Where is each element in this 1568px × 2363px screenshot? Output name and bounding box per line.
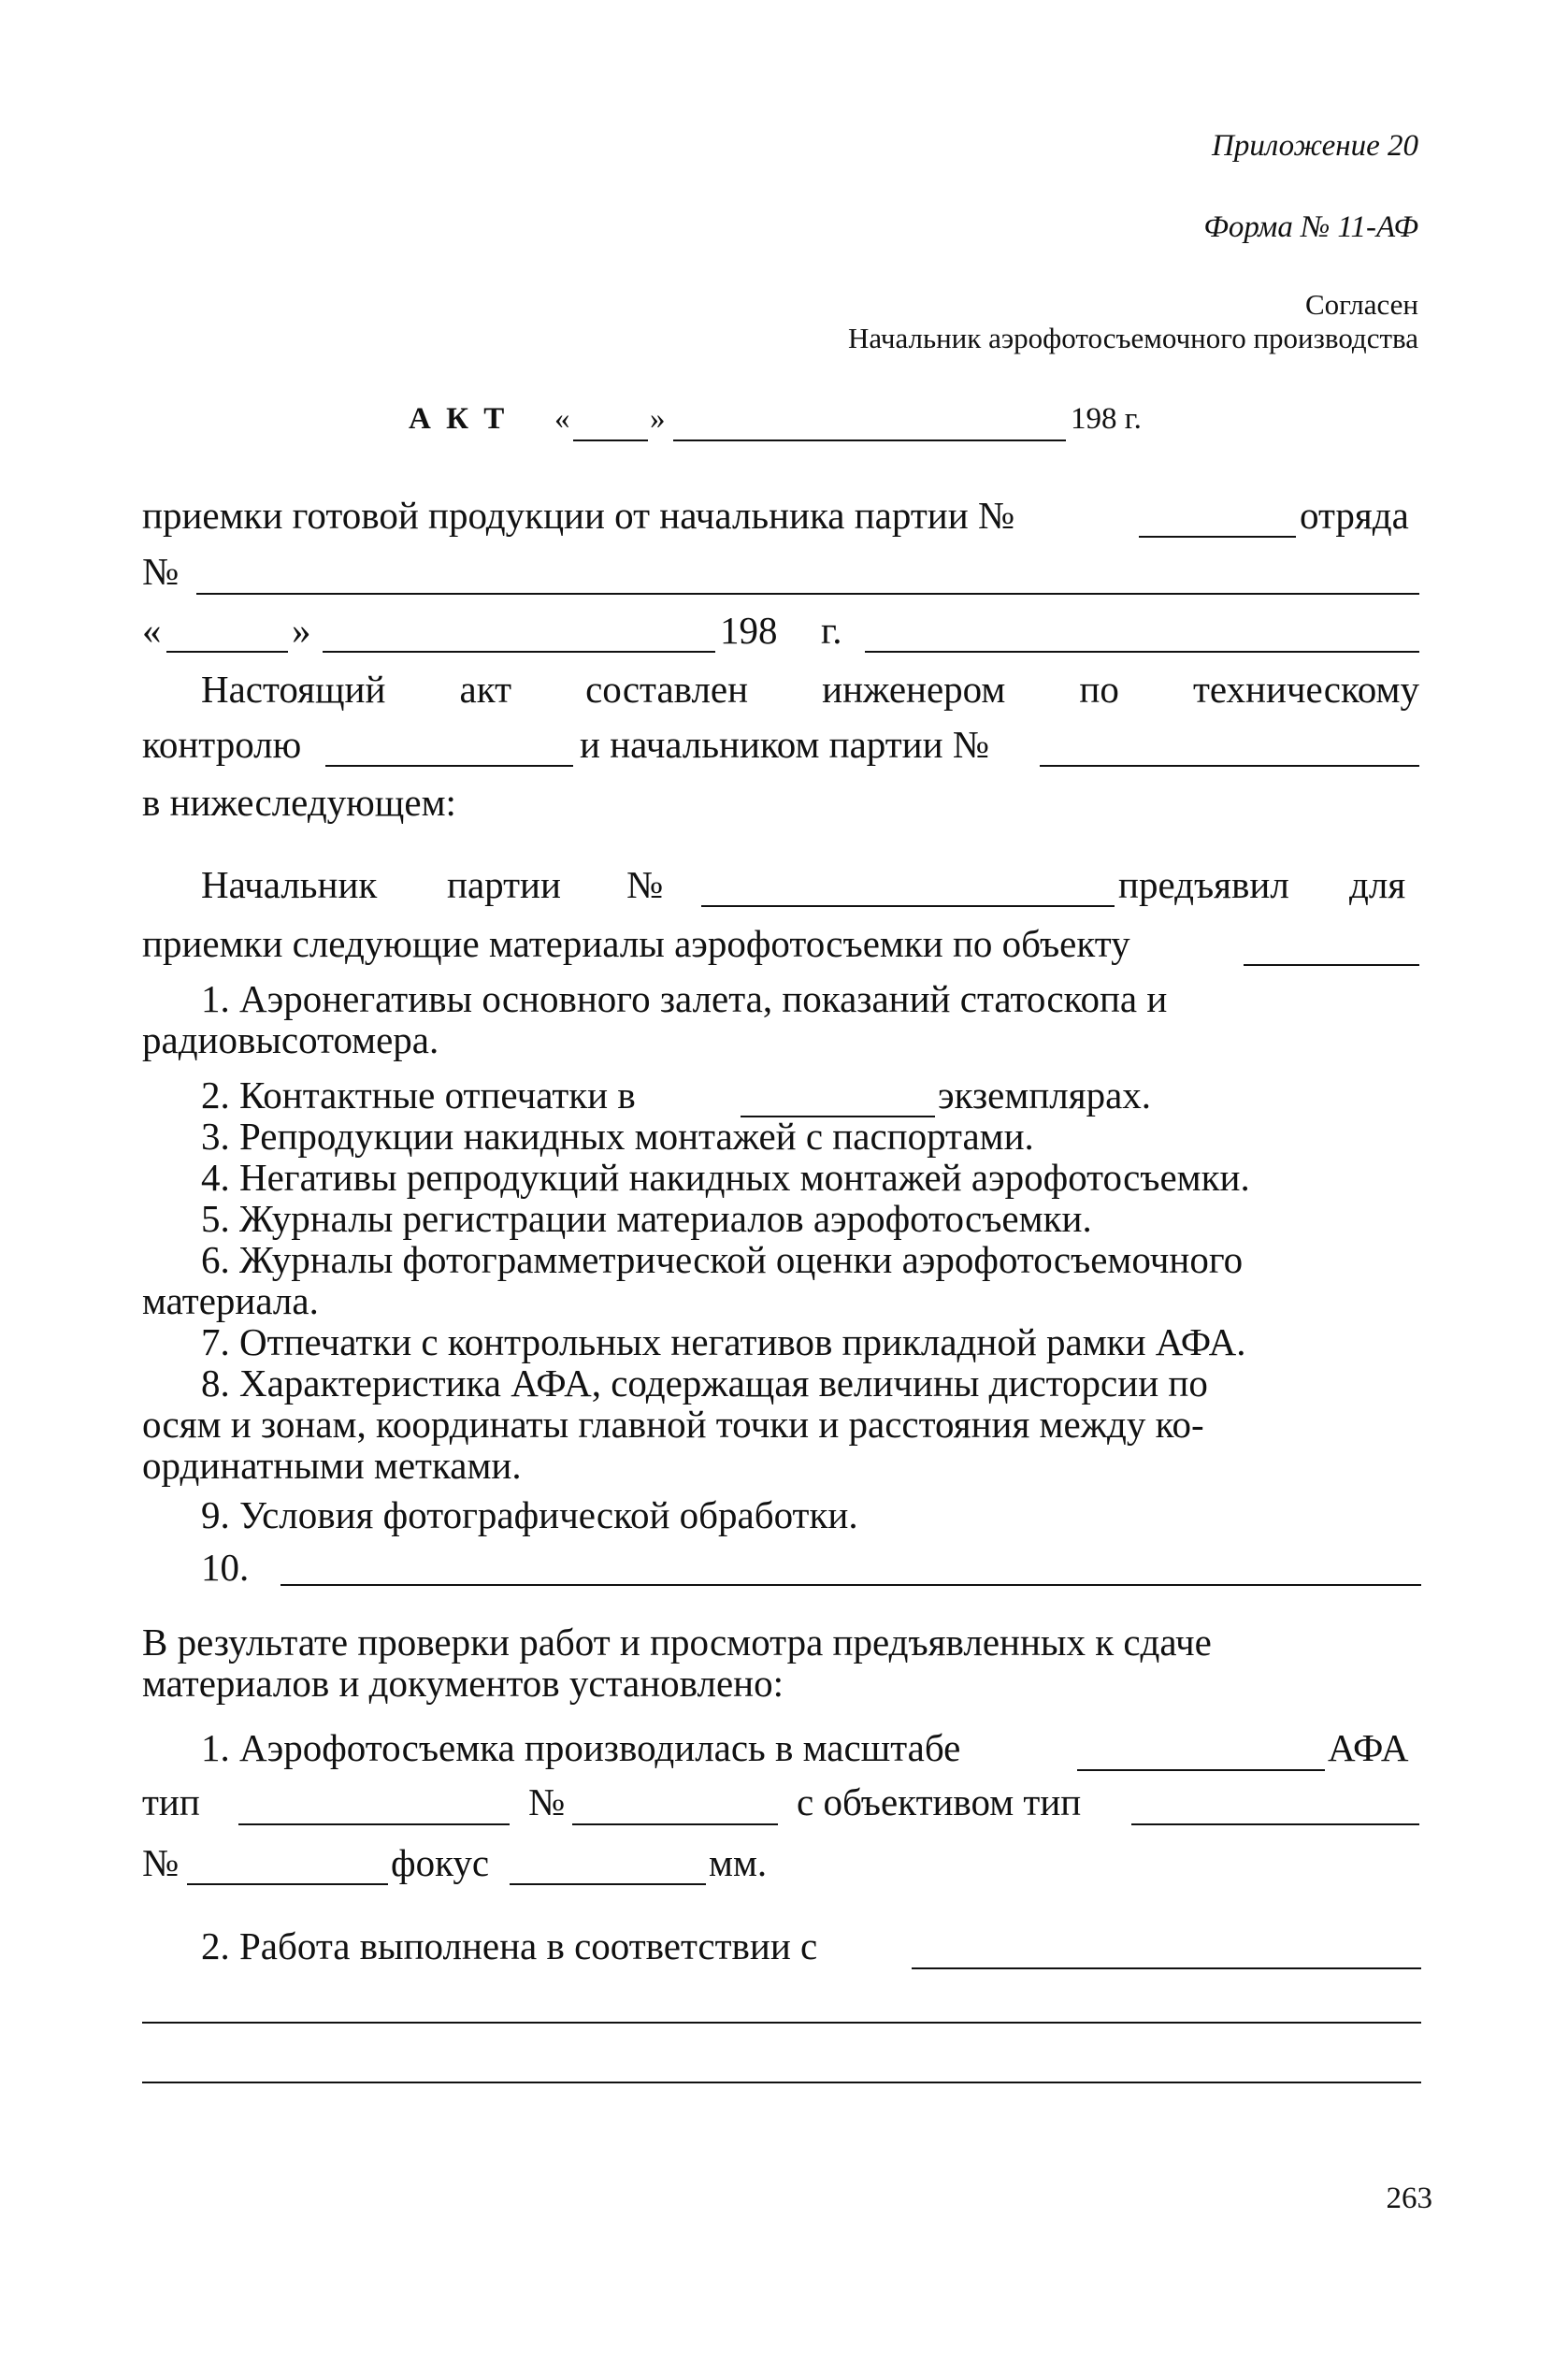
act-month-blank[interactable] (673, 439, 1066, 441)
camera-type-blank[interactable] (238, 1823, 510, 1825)
presented-w3: № (626, 863, 664, 906)
item10-blank[interactable] (281, 1584, 1421, 1586)
results-lens-number-label: № (142, 1841, 180, 1884)
date-quote-open: « (142, 609, 162, 652)
results-mm-label: мм. (709, 1841, 768, 1884)
statement-word: Настоящий (201, 668, 386, 711)
appendix-label: Приложение 20 (1212, 129, 1418, 163)
detachment-number-label: № (142, 550, 180, 593)
results-scale-label: 1. Аэрофотосъемка производилась в масштабе (201, 1726, 961, 1769)
act-title: А К Т (409, 402, 509, 436)
statement-following: в нижеследующем: (142, 781, 456, 824)
focus-blank[interactable] (510, 1883, 706, 1885)
results-line2: материалов и документов установлено: (142, 1662, 784, 1705)
date-day-blank[interactable] (166, 651, 288, 653)
statement-chief-label: и начальником партии № (580, 723, 989, 766)
list-item: 3. Репродукции накидных монтажей с паспортами. (201, 1115, 1034, 1158)
statement-word: составлен (585, 668, 749, 711)
act-day-blank[interactable] (573, 439, 648, 441)
list-item: 8. Характеристика АФА, содержащая величины дисторсии по (201, 1362, 1208, 1405)
chief-party-number-blank[interactable] (1040, 765, 1419, 767)
date-extra-blank[interactable] (865, 651, 1419, 653)
date-month-blank[interactable] (323, 651, 715, 653)
statement-word: по (1079, 668, 1119, 711)
presented-party-blank[interactable] (701, 905, 1115, 907)
intro-line1: приемки готовой продукции от начальника партии № (142, 494, 1015, 537)
results-line1: В результате проверки работ и просмотра предъявленных к сдаче (142, 1621, 1212, 1664)
results-afa-label: АФА (1328, 1726, 1409, 1769)
presented-w2: партии (447, 863, 561, 906)
list-item (201, 976, 1419, 1021)
statement-word: акт (459, 668, 512, 711)
list-item: 2. Контактные отпечатки в (201, 1073, 636, 1117)
page-number: 263 (1386, 2182, 1432, 2215)
list-item: 4. Негативы репродукций накидных монтажей аэрофотосъемки. (201, 1156, 1250, 1199)
act-year: 198 г. (1071, 402, 1142, 436)
object-blank[interactable] (1244, 964, 1419, 966)
list-item: 10. (201, 1546, 250, 1589)
lens-number-blank[interactable] (187, 1883, 388, 1885)
presented-w5: для (1349, 863, 1406, 906)
list-item: 9. Условия фотографической обработки. (201, 1493, 858, 1536)
results-compliance-label: 2. Работа выполнена в соответствии с (201, 1924, 818, 1967)
engineer-name-blank[interactable] (325, 765, 573, 767)
presented-w4: предъявил (1118, 863, 1289, 906)
results-focus-label: фокус (391, 1841, 490, 1884)
camera-number-blank[interactable] (572, 1823, 778, 1825)
list-item-cont: ординатными метками. (142, 1444, 522, 1487)
statement-word: инженером (822, 668, 1006, 711)
approver-title: Начальник аэрофотосъемочного производства (847, 322, 1418, 354)
statement-word: техническому (1192, 668, 1419, 711)
date-year-suffix: г. (821, 609, 842, 652)
statement-control-label: контролю (142, 723, 302, 766)
list-item-cont: осям и зонам, координаты главной точки и расстояния между ко- (142, 1403, 1204, 1446)
results-lens-type-label: с объективом тип (797, 1780, 1082, 1823)
act-quote-close: » (650, 402, 666, 436)
list-item-end: экземплярах. (938, 1073, 1152, 1117)
date-quote-close: » (292, 609, 311, 652)
intro-line1-end: отряда (1300, 494, 1409, 537)
compliance-blank-line3[interactable] (142, 2082, 1421, 2083)
presented-line2: приемки следующие материалы аэрофотосъемки по объекту (142, 922, 1130, 965)
compliance-blank[interactable] (912, 1967, 1421, 1969)
detachment-number-blank[interactable] (196, 593, 1419, 595)
list-item: 6. Журналы фотограмметрической оценки аэрофотосъемочного (201, 1238, 1244, 1281)
statement-line1 (201, 667, 1419, 712)
party-number-blank[interactable] (1139, 536, 1296, 538)
list-item-cont: материала. (142, 1279, 319, 1322)
results-type-label: тип (142, 1780, 200, 1823)
item-text: 1. Аэронегативы основного залета, показаний статоскопа и (201, 977, 1168, 1020)
form-number: Форма № 11-АФ (1203, 210, 1418, 244)
list-item: 5. Журналы регистрации материалов аэрофотосъемки. (201, 1197, 1092, 1240)
list-item: 7. Отпечатки с контрольных негативов прикладной рамки АФА. (201, 1320, 1246, 1363)
lens-type-blank[interactable] (1131, 1823, 1419, 1825)
presented-w1: Начальник (201, 863, 378, 906)
scale-blank[interactable] (1077, 1769, 1325, 1771)
compliance-blank-line2[interactable] (142, 2022, 1421, 2024)
results-number-label: № (528, 1780, 566, 1823)
approval-label: Согласен (1304, 288, 1418, 321)
act-quote-open: « (554, 402, 570, 436)
date-year: 198 (720, 609, 778, 652)
list-item-cont: радиовысотомера. (142, 1018, 439, 1061)
